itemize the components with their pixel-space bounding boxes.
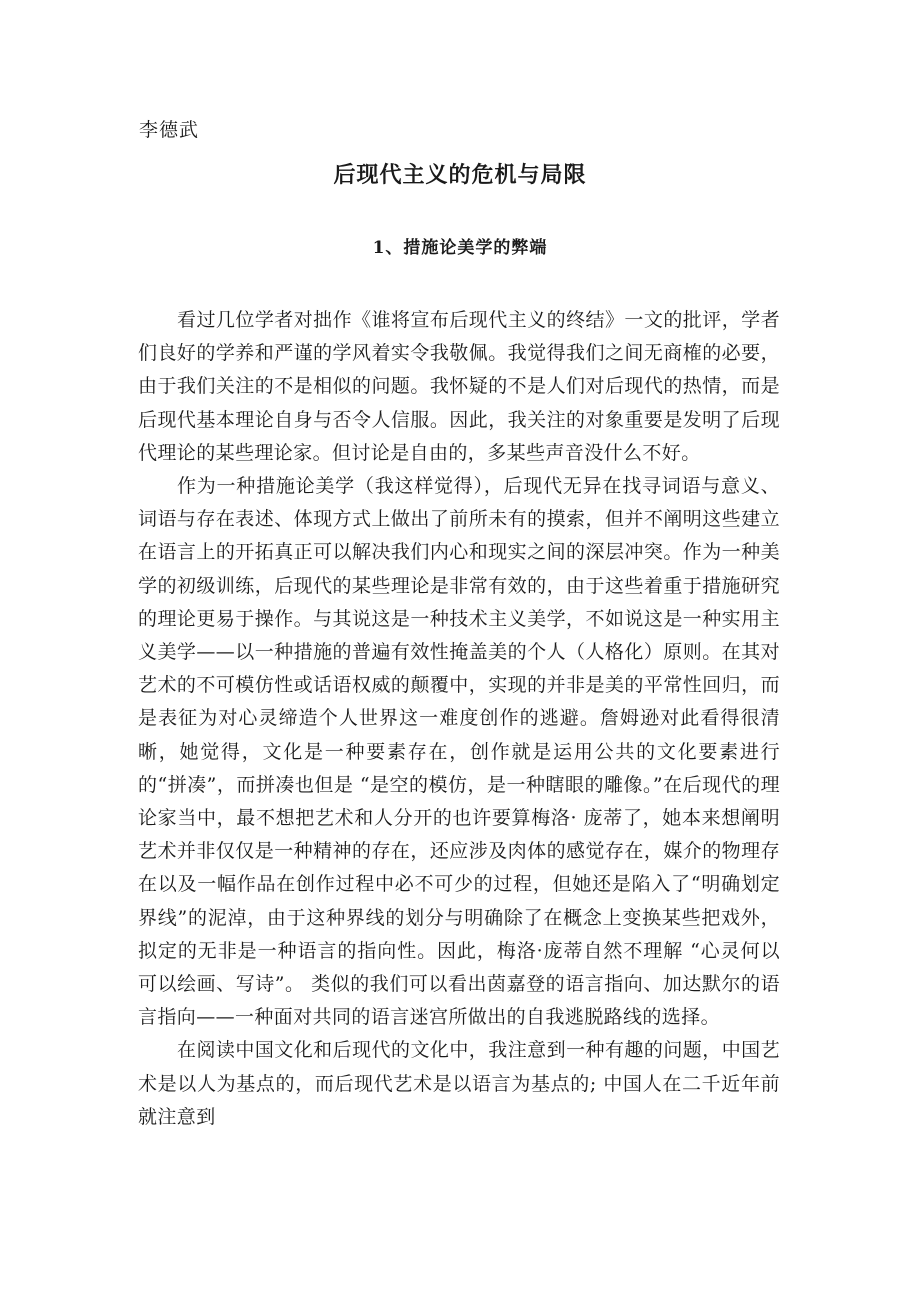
author-name: 李德武 bbox=[139, 119, 200, 141]
article-body bbox=[138, 304, 780, 1134]
paragraph: 看过几位学者对拙作《谁将宣布后现代主义的终结》一文的批评，学者们良好的学养和严谨的学风着实令我敬佩。我觉得我们之间无商榷的必要，由于我们关注的不是相似的问题。我怀疑的不是人们对后现代的热情，而是后现代基本理论自身与否令人信服。因此，我关注的对象重要是发明了后现代理论的某些理论家。但讨论是自由的，多某些声音没什么不好。 bbox=[138, 309, 780, 464]
paragraph: 在阅读中国文化和后现代的文化中，我注意到一种有趣的问题，中国艺术是以人为基点的，而后现代艺术是以语言为基点的; 中国人在二千近年前就注意到 bbox=[138, 1039, 780, 1128]
section-heading: 1、措施论美学的弊端 bbox=[372, 238, 548, 258]
paragraph: 作为一种措施论美学（我这样觉得），后现代无异在找寻词语与意义、词语与存在表述、体现方式上做出了前所未有的摸索，但并不阐明这些建立在语言上的开拓真正可以解决我们内心和现实之间的深层冲突。作为一种美学的初级训练，后现代的某些理论是非常有效的，由于这些着重于措施研究的理论更易于操作。与其说这是一种技术主义美学，不如说这是一种实用主义美学——以一种措施的普遍有效性掩盖美的个人（人格化）原则。在其对艺术的不可模仿性或话语权威的颠覆中，实现的并非是美的平常性回归，而是表征为对心灵缔造个人世界这一难度创作的逃避。詹姆逊对此看得很清晰，她觉得，文化是一种要素存在，创作就是运用公共的文化要素进行的“拼凑”，而拼凑也但是 “是空的模仿，是一种瞎眼的雕像。”在后现代的理论家当中，最不想把艺术和人分开的也许要算梅洛· 庞蒂了，她本来想阐明艺术并非仅仅是一种精神的存在，还应涉及肉体的感觉存在，媒介的物理存在以及一幅作品在创作过程中必不可少的过程，但她还是陷入了“明确划定界线”的泥淖，由于这种界线的划分与明确除了在概念上变换某些把戏外，拟定的无非是一种语言的指向性。因此，梅洛·庞蒂自然不理解 “心灵何以可以绘画、写诗”。 类似的我们可以看出茵嘉登的语言指向、加达默尔的语言指向——一种面对共同的语言迷宫所做出的自我逃脱路线的选择。 bbox=[138, 475, 780, 1029]
article-title: 后现代主义的危机与局限 bbox=[333, 162, 587, 188]
